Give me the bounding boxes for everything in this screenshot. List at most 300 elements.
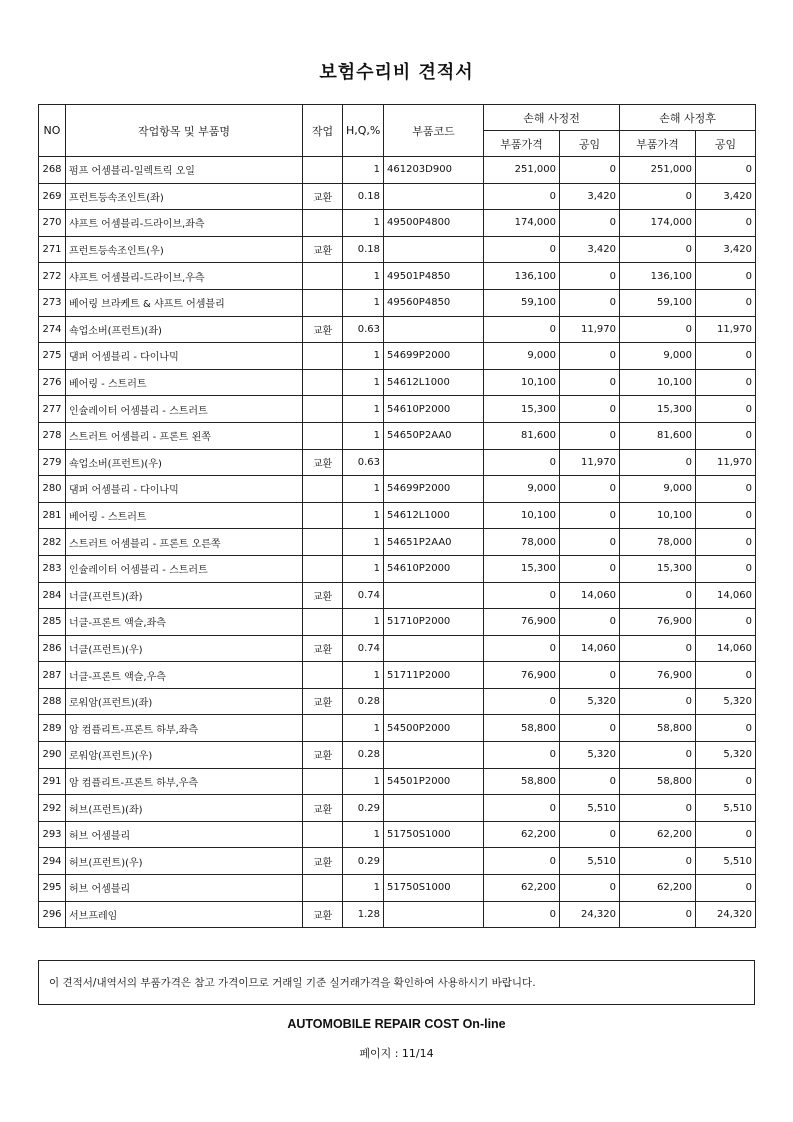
- cell-item-name: 허브 어셈블리: [66, 875, 303, 902]
- cell-part-code: 54699P2000: [384, 476, 484, 503]
- cell-no: 285: [39, 609, 66, 636]
- cell-part-code: 54699P2000: [384, 343, 484, 370]
- cell-part-code: 54651P2AA0: [384, 529, 484, 556]
- cell-before-labor: 0: [560, 529, 620, 556]
- cell-part-code: 54501P2000: [384, 768, 484, 795]
- cell-no: 273: [39, 289, 66, 316]
- cell-after-labor: 0: [696, 289, 756, 316]
- cell-part-code: 54650P2AA0: [384, 422, 484, 449]
- cell-hq: 1: [343, 609, 384, 636]
- cell-before-part-price: 0: [484, 316, 560, 343]
- cell-no: 284: [39, 582, 66, 609]
- cell-after-part-price: 0: [620, 688, 696, 715]
- cell-before-part-price: 0: [484, 688, 560, 715]
- cell-before-part-price: 81,600: [484, 422, 560, 449]
- cell-hq: 0.74: [343, 635, 384, 662]
- cell-before-labor: 0: [560, 875, 620, 902]
- cell-before-labor: 5,320: [560, 742, 620, 769]
- cell-after-part-price: 59,100: [620, 289, 696, 316]
- cell-hq: 1: [343, 715, 384, 742]
- table-row: [39, 635, 756, 662]
- table-row: [39, 715, 756, 742]
- cell-after-part-price: 9,000: [620, 476, 696, 503]
- cell-item-name: 스트러트 어셈블리 - 프론트 왼쪽: [66, 422, 303, 449]
- table-row: [39, 555, 756, 582]
- cell-no: 295: [39, 875, 66, 902]
- cell-work: [303, 289, 343, 316]
- table-row: [39, 821, 756, 848]
- cell-work: [303, 263, 343, 290]
- cell-before-part-price: 0: [484, 582, 560, 609]
- cell-after-labor: 14,060: [696, 635, 756, 662]
- cell-work: [303, 875, 343, 902]
- cell-after-part-price: 0: [620, 316, 696, 343]
- cell-after-part-price: 15,300: [620, 555, 696, 582]
- cell-no: 296: [39, 901, 66, 928]
- table-row: [39, 582, 756, 609]
- cell-after-part-price: 15,300: [620, 396, 696, 423]
- cell-work: 교환: [303, 183, 343, 210]
- cell-part-code: [384, 449, 484, 476]
- cell-work: [303, 821, 343, 848]
- cell-hq: 1: [343, 821, 384, 848]
- cell-before-part-price: 58,800: [484, 768, 560, 795]
- table-row: [39, 768, 756, 795]
- cell-item-name: 너클(프런트)(우): [66, 635, 303, 662]
- cell-before-part-price: 136,100: [484, 263, 560, 290]
- cell-hq: 1: [343, 529, 384, 556]
- cell-work: [303, 422, 343, 449]
- cell-item-name: 샤프트 어셈블리-드라이브,우측: [66, 263, 303, 290]
- header-code: 부품코드: [384, 105, 484, 157]
- header-hq: H,Q,%: [343, 105, 384, 157]
- cell-after-part-price: 58,800: [620, 715, 696, 742]
- cell-before-part-price: 62,200: [484, 821, 560, 848]
- cell-item-name: 펌프 어셈블리-일렉트릭 오일: [66, 157, 303, 184]
- cell-after-part-price: 0: [620, 236, 696, 263]
- cell-work: 교환: [303, 236, 343, 263]
- page-number: 페이지 : 11/14: [359, 1047, 434, 1060]
- cell-item-name: 댐퍼 어셈블리 - 다이나믹: [66, 476, 303, 503]
- cell-part-code: [384, 901, 484, 928]
- cell-hq: 1: [343, 263, 384, 290]
- cell-after-labor: 5,510: [696, 848, 756, 875]
- cell-no: 279: [39, 449, 66, 476]
- table-row: [39, 396, 756, 423]
- cell-before-part-price: 78,000: [484, 529, 560, 556]
- cell-after-labor: 0: [696, 768, 756, 795]
- cell-hq: 1: [343, 396, 384, 423]
- cell-work: [303, 768, 343, 795]
- footer-brand: AUTOMOBILE REPAIR COST On-line: [287, 1017, 506, 1031]
- cell-work: 교환: [303, 742, 343, 769]
- cell-before-labor: 0: [560, 715, 620, 742]
- cell-before-part-price: 15,300: [484, 396, 560, 423]
- cell-work: 교환: [303, 688, 343, 715]
- cell-item-name: 암 컴플리트-프론트 하부,좌측: [66, 715, 303, 742]
- cell-part-code: [384, 236, 484, 263]
- cell-hq: 1: [343, 662, 384, 689]
- cell-before-part-price: 76,900: [484, 609, 560, 636]
- cell-work: [303, 157, 343, 184]
- cell-item-name: 너클-프론트 액슬,우측: [66, 662, 303, 689]
- table-row: [39, 236, 756, 263]
- cell-after-labor: 14,060: [696, 582, 756, 609]
- cell-no: 282: [39, 529, 66, 556]
- cell-part-code: [384, 635, 484, 662]
- cell-before-labor: 11,970: [560, 316, 620, 343]
- cell-work: 교환: [303, 316, 343, 343]
- cell-after-labor: 3,420: [696, 236, 756, 263]
- document-title: 보험수리비 견적서: [319, 62, 474, 83]
- cell-hq: 1: [343, 289, 384, 316]
- cell-before-part-price: 58,800: [484, 715, 560, 742]
- cell-before-labor: 0: [560, 369, 620, 396]
- table-row: [39, 662, 756, 689]
- table-row: [39, 502, 756, 529]
- cell-work: [303, 502, 343, 529]
- cell-before-labor: 0: [560, 502, 620, 529]
- cell-no: 287: [39, 662, 66, 689]
- cell-work: 교환: [303, 795, 343, 822]
- cell-after-part-price: 62,200: [620, 821, 696, 848]
- cell-before-part-price: 9,000: [484, 476, 560, 503]
- cell-after-part-price: 10,100: [620, 502, 696, 529]
- cell-hq: 1: [343, 210, 384, 237]
- table-row: [39, 422, 756, 449]
- cell-item-name: 샤프트 어셈블리-드라이브,좌측: [66, 210, 303, 237]
- cell-work: [303, 662, 343, 689]
- cell-before-part-price: 62,200: [484, 875, 560, 902]
- cell-after-part-price: 0: [620, 848, 696, 875]
- cell-item-name: 너클(프런트)(좌): [66, 582, 303, 609]
- cell-item-name: 프런트등속조인트(우): [66, 236, 303, 263]
- cell-before-labor: 0: [560, 210, 620, 237]
- cell-before-labor: 0: [560, 821, 620, 848]
- cell-after-labor: 0: [696, 476, 756, 503]
- cell-part-code: [384, 582, 484, 609]
- cell-before-part-price: 0: [484, 183, 560, 210]
- cell-after-part-price: 76,900: [620, 662, 696, 689]
- cell-part-code: 54612L1000: [384, 369, 484, 396]
- table-row: [39, 848, 756, 875]
- header-before-part-price: 부품가격: [484, 131, 560, 157]
- cell-after-labor: 0: [696, 609, 756, 636]
- cell-after-part-price: 81,600: [620, 422, 696, 449]
- cell-after-labor: 11,970: [696, 449, 756, 476]
- cell-part-code: [384, 316, 484, 343]
- cell-work: 교환: [303, 901, 343, 928]
- cell-hq: 1: [343, 369, 384, 396]
- cell-work: [303, 529, 343, 556]
- cell-item-name: 허브(프런트)(좌): [66, 795, 303, 822]
- cell-part-code: 51711P2000: [384, 662, 484, 689]
- cell-before-labor: 5,510: [560, 795, 620, 822]
- cell-item-name: 베어링 - 스트러트: [66, 369, 303, 396]
- cell-part-code: 51750S1000: [384, 821, 484, 848]
- cell-no: 283: [39, 555, 66, 582]
- cell-no: 276: [39, 369, 66, 396]
- table-row: [39, 529, 756, 556]
- cell-item-name: 베어링 - 스트러트: [66, 502, 303, 529]
- cell-no: 280: [39, 476, 66, 503]
- table-row: [39, 609, 756, 636]
- header-item: 작업항목 및 부품명: [66, 105, 303, 157]
- cell-hq: 1: [343, 768, 384, 795]
- cell-item-name: 허브 어셈블리: [66, 821, 303, 848]
- cell-before-labor: 0: [560, 263, 620, 290]
- cell-work: [303, 715, 343, 742]
- table-row: [39, 289, 756, 316]
- cell-before-part-price: 251,000: [484, 157, 560, 184]
- header-before-labor: 공임: [560, 131, 620, 157]
- cell-no: 286: [39, 635, 66, 662]
- cell-before-labor: 0: [560, 662, 620, 689]
- cell-before-part-price: 10,100: [484, 502, 560, 529]
- cell-no: 281: [39, 502, 66, 529]
- cell-before-part-price: 0: [484, 795, 560, 822]
- cell-hq: 1: [343, 476, 384, 503]
- cell-part-code: 49500P4800: [384, 210, 484, 237]
- cell-item-name: 스트러트 어셈블리 - 프론트 오른쪽: [66, 529, 303, 556]
- table-row: [39, 263, 756, 290]
- cell-item-name: 허브(프런트)(우): [66, 848, 303, 875]
- cell-work: 교환: [303, 449, 343, 476]
- cell-before-part-price: 0: [484, 236, 560, 263]
- cell-item-name: 인슐레이터 어셈블리 - 스트러트: [66, 396, 303, 423]
- cell-hq: 1: [343, 875, 384, 902]
- table-row: [39, 901, 756, 928]
- cell-before-labor: 0: [560, 157, 620, 184]
- cell-item-name: 베어링 브라케트 & 샤프트 어셈블리: [66, 289, 303, 316]
- cell-work: 교환: [303, 635, 343, 662]
- cell-before-part-price: 59,100: [484, 289, 560, 316]
- cell-after-part-price: 251,000: [620, 157, 696, 184]
- cell-after-labor: 0: [696, 662, 756, 689]
- cell-before-labor: 14,060: [560, 582, 620, 609]
- cell-after-part-price: 0: [620, 582, 696, 609]
- cell-after-labor: 0: [696, 396, 756, 423]
- cell-part-code: 51750S1000: [384, 875, 484, 902]
- cell-before-labor: 0: [560, 609, 620, 636]
- cell-work: [303, 609, 343, 636]
- cell-no: 289: [39, 715, 66, 742]
- cell-work: [303, 210, 343, 237]
- cell-before-part-price: 0: [484, 635, 560, 662]
- cell-after-part-price: 136,100: [620, 263, 696, 290]
- table-header: [39, 105, 756, 157]
- cell-after-part-price: 0: [620, 742, 696, 769]
- cell-before-part-price: 0: [484, 848, 560, 875]
- cell-no: 274: [39, 316, 66, 343]
- cell-hq: 0.18: [343, 236, 384, 263]
- price-notice: 이 견적서/내역서의 부품가격은 참고 가격이므로 거래일 기준 실거래가격을 확인하여 사용하시기 바랍니다.: [38, 960, 755, 1005]
- cell-work: [303, 343, 343, 370]
- cell-item-name: 쇽업소버(프런트)(좌): [66, 316, 303, 343]
- cell-no: 272: [39, 263, 66, 290]
- cell-before-labor: 24,320: [560, 901, 620, 928]
- table-row: [39, 210, 756, 237]
- cell-before-part-price: 76,900: [484, 662, 560, 689]
- cell-after-part-price: 78,000: [620, 529, 696, 556]
- table-row: [39, 688, 756, 715]
- cell-after-part-price: 62,200: [620, 875, 696, 902]
- cell-after-labor: 0: [696, 343, 756, 370]
- cell-item-name: 서브프레임: [66, 901, 303, 928]
- cell-after-labor: 5,320: [696, 742, 756, 769]
- cell-work: [303, 369, 343, 396]
- cell-after-labor: 24,320: [696, 901, 756, 928]
- cell-after-labor: 0: [696, 369, 756, 396]
- cell-before-labor: 0: [560, 422, 620, 449]
- cell-hq: 0.18: [343, 183, 384, 210]
- cell-work: [303, 555, 343, 582]
- cell-after-part-price: 0: [620, 183, 696, 210]
- cell-item-name: 프런트등속조인트(좌): [66, 183, 303, 210]
- cell-before-part-price: 0: [484, 449, 560, 476]
- cell-before-labor: 5,510: [560, 848, 620, 875]
- cell-no: 293: [39, 821, 66, 848]
- cell-no: 288: [39, 688, 66, 715]
- cell-after-labor: 3,420: [696, 183, 756, 210]
- cell-item-name: 너클-프론트 액슬,좌측: [66, 609, 303, 636]
- cell-after-labor: 0: [696, 502, 756, 529]
- cell-after-part-price: 0: [620, 449, 696, 476]
- cell-hq: 0.29: [343, 848, 384, 875]
- cell-hq: 0.63: [343, 449, 384, 476]
- cell-item-name: 인슐레이터 어셈블리 - 스트러트: [66, 555, 303, 582]
- cell-after-labor: 5,320: [696, 688, 756, 715]
- cell-before-part-price: 0: [484, 901, 560, 928]
- table-row: [39, 183, 756, 210]
- cell-before-labor: 3,420: [560, 183, 620, 210]
- table-row: [39, 343, 756, 370]
- table-row: [39, 369, 756, 396]
- cell-item-name: 암 컴플리트-프론트 하부,우측: [66, 768, 303, 795]
- cell-after-part-price: 0: [620, 901, 696, 928]
- cell-no: 271: [39, 236, 66, 263]
- header-after-labor: 공임: [696, 131, 756, 157]
- cell-hq: 0.29: [343, 795, 384, 822]
- cell-after-labor: 0: [696, 875, 756, 902]
- cell-before-labor: 0: [560, 555, 620, 582]
- cell-before-part-price: 10,100: [484, 369, 560, 396]
- cell-after-labor: 0: [696, 715, 756, 742]
- cell-item-name: 로워암(프런트)(우): [66, 742, 303, 769]
- cell-after-labor: 0: [696, 529, 756, 556]
- cell-hq: 0.74: [343, 582, 384, 609]
- table-body: [39, 157, 756, 928]
- cell-after-part-price: 174,000: [620, 210, 696, 237]
- cell-no: 290: [39, 742, 66, 769]
- cell-hq: 1: [343, 157, 384, 184]
- cell-hq: 1: [343, 343, 384, 370]
- header-after: 손해 사정후: [620, 105, 756, 131]
- table-row: [39, 157, 756, 184]
- cell-part-code: 54612L1000: [384, 502, 484, 529]
- cell-after-labor: 0: [696, 821, 756, 848]
- cell-before-labor: 3,420: [560, 236, 620, 263]
- cell-before-labor: 14,060: [560, 635, 620, 662]
- cell-part-code: 49501P4850: [384, 263, 484, 290]
- cell-before-labor: 11,970: [560, 449, 620, 476]
- estimate-table: [38, 104, 756, 928]
- cell-after-labor: 0: [696, 263, 756, 290]
- cell-hq: 1: [343, 555, 384, 582]
- cell-part-code: 54500P2000: [384, 715, 484, 742]
- cell-after-part-price: 10,100: [620, 369, 696, 396]
- cell-part-code: [384, 183, 484, 210]
- cell-item-name: 댐퍼 어셈블리 - 다이나믹: [66, 343, 303, 370]
- cell-after-part-price: 0: [620, 795, 696, 822]
- cell-part-code: [384, 848, 484, 875]
- cell-hq: 0.63: [343, 316, 384, 343]
- cell-hq: 0.28: [343, 742, 384, 769]
- cell-part-code: 54610P2000: [384, 396, 484, 423]
- cell-before-part-price: 9,000: [484, 343, 560, 370]
- table-row: [39, 742, 756, 769]
- cell-part-code: 51710P2000: [384, 609, 484, 636]
- cell-before-labor: 5,320: [560, 688, 620, 715]
- cell-hq: 1: [343, 502, 384, 529]
- cell-work: 교환: [303, 582, 343, 609]
- cell-no: 268: [39, 157, 66, 184]
- cell-work: [303, 476, 343, 503]
- cell-after-labor: 0: [696, 157, 756, 184]
- cell-part-code: [384, 795, 484, 822]
- cell-work: 교환: [303, 848, 343, 875]
- cell-no: 292: [39, 795, 66, 822]
- cell-work: [303, 396, 343, 423]
- table-row: [39, 795, 756, 822]
- table-row: [39, 316, 756, 343]
- header-work: 작업: [303, 105, 343, 157]
- cell-before-labor: 0: [560, 343, 620, 370]
- cell-no: 269: [39, 183, 66, 210]
- header-no: NO: [39, 105, 66, 157]
- cell-after-part-price: 9,000: [620, 343, 696, 370]
- cell-before-labor: 0: [560, 396, 620, 423]
- cell-part-code: 49560P4850: [384, 289, 484, 316]
- cell-before-part-price: 15,300: [484, 555, 560, 582]
- cell-before-labor: 0: [560, 476, 620, 503]
- cell-after-labor: 0: [696, 555, 756, 582]
- cell-no: 270: [39, 210, 66, 237]
- cell-item-name: 쇽업소버(프런트)(우): [66, 449, 303, 476]
- table-row: [39, 476, 756, 503]
- cell-after-labor: 5,510: [696, 795, 756, 822]
- cell-hq: 0.28: [343, 688, 384, 715]
- cell-after-part-price: 58,800: [620, 768, 696, 795]
- cell-after-part-price: 0: [620, 635, 696, 662]
- cell-no: 277: [39, 396, 66, 423]
- cell-part-code: 54610P2000: [384, 555, 484, 582]
- table-row: [39, 449, 756, 476]
- cell-hq: 1.28: [343, 901, 384, 928]
- cell-no: 275: [39, 343, 66, 370]
- header-before: 손해 사정전: [484, 105, 620, 131]
- cell-after-labor: 0: [696, 422, 756, 449]
- cell-part-code: 461203D900: [384, 157, 484, 184]
- cell-after-labor: 11,970: [696, 316, 756, 343]
- cell-item-name: 로워암(프런트)(좌): [66, 688, 303, 715]
- cell-before-labor: 0: [560, 289, 620, 316]
- cell-before-part-price: 0: [484, 742, 560, 769]
- cell-after-part-price: 76,900: [620, 609, 696, 636]
- cell-hq: 1: [343, 422, 384, 449]
- header-after-part-price: 부품가격: [620, 131, 696, 157]
- cell-no: 291: [39, 768, 66, 795]
